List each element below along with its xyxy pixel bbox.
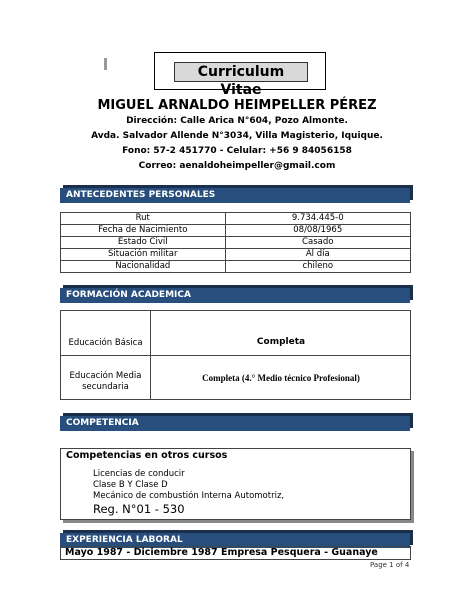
row-value: 9.734.445-0: [225, 213, 411, 225]
personal-table: [60, 212, 411, 273]
row-label: Fecha de Nacimiento: [61, 225, 226, 237]
page-number: Page 1 of 4: [370, 561, 410, 569]
row-divider: [61, 355, 410, 356]
secondary-education-value: Completa (4.° Medio técnico Profesional): [202, 373, 360, 383]
secondary-education-label-1: Educación Media: [69, 371, 142, 381]
row-value: Casado: [225, 237, 411, 249]
row-value: chileno: [225, 261, 411, 273]
corner-mark: [104, 58, 107, 70]
row-label: Estado Civil: [61, 237, 226, 249]
table-row: [61, 213, 411, 225]
section-experience: EXPERIENCIA LABORAL: [60, 533, 410, 548]
email-line: Correo: aenaldoheimpeller@gmail.com: [138, 161, 336, 171]
row-value: 08/08/1965: [225, 225, 411, 237]
section-education: FORMACIÓN ACADEMICA: [60, 288, 410, 303]
competencia-item: Licencias de conducir: [93, 469, 185, 479]
document-title: Curriculum Vitae: [174, 62, 308, 82]
section-personal: ANTECEDENTES PERSONALES: [60, 188, 410, 203]
competencia-heading: Competencias en otros cursos: [66, 450, 228, 461]
table-row: [61, 225, 411, 237]
competencia-item: Mecánico de combustión Interna Automotriz,: [93, 491, 285, 501]
competencia-item: Clase B Y Clase D: [93, 480, 168, 490]
table-row: [61, 249, 411, 261]
education-table: [60, 310, 411, 400]
address-line-1: Dirección: Calle Arica N°604, Pozo Almonte.: [126, 116, 348, 126]
phone-line: Fono: 57-2 451770 - Celular: +56 9 84056158: [122, 146, 352, 156]
row-label: Nacionalidad: [61, 261, 226, 273]
basic-education-label: Educación Básica: [68, 338, 143, 348]
secondary-education-label-2: secundaria: [82, 382, 129, 392]
address-line-2: Avda. Salvador Allende N°3034, Villa Magisterio, Iquique.: [91, 131, 383, 141]
basic-education-value: Completa: [256, 337, 306, 347]
experience-entry: Mayo 1987 - Diciembre 1987 Empresa Pesquera - Guanaye: [60, 546, 411, 560]
competencia-box: [60, 448, 411, 520]
row-label: Situación militar: [61, 249, 226, 261]
row-label: Rut: [61, 213, 226, 225]
table-row: [61, 237, 411, 249]
table-row: [61, 261, 411, 273]
title-frame: [154, 52, 326, 98]
person-name: MIGUEL ARNALDO HEIMPELLER PÉREZ: [97, 98, 377, 113]
registration-number: Reg. N°01 - 530: [93, 502, 185, 516]
row-value: Al día: [225, 249, 411, 261]
section-competencia: COMPETENCIA: [60, 416, 410, 431]
